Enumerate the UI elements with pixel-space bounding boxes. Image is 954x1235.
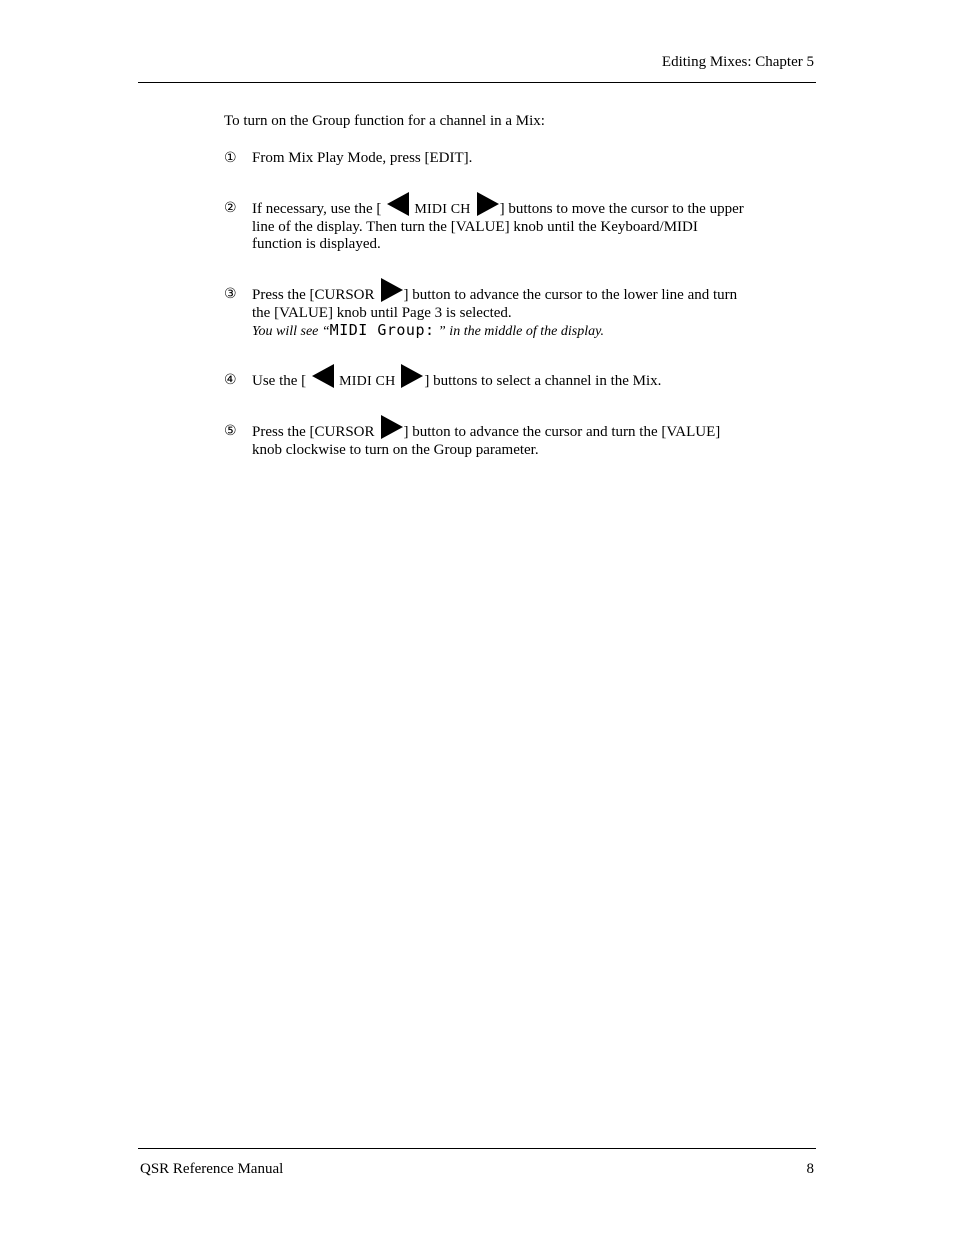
step-number: ① [224,150,237,166]
lcd-display-text: MIDI Group: [329,321,435,339]
page-number: 8 [806,1161,814,1177]
step-text: ] buttons to select a channel in the Mix. [424,373,662,389]
left-triangle-icon [387,192,409,216]
step-note [252,322,812,340]
step-text: ] button to advance the cursor and turn the [VALUE] [403,424,721,440]
step-text: line of the display. Then turn the [VALUE] knob until the Keyboard/MIDI [252,219,698,235]
right-triangle-icon [381,278,403,302]
right-triangle-icon [401,364,423,388]
footer-title: QSR Reference Manual [140,1161,284,1177]
header-rule [138,82,816,83]
step-text: Press the [CURSOR [252,287,375,303]
step-number: ③ [224,286,237,302]
step-text: ] buttons to move the cursor to the upper [499,201,744,217]
step-text: Use the [ [252,373,307,389]
step-text: the [VALUE] knob until Page 3 is selected. [252,305,512,321]
step-text: From Mix Play Mode, press [EDIT]. [252,150,473,166]
step-number: ④ [224,372,237,388]
step-number: ⑤ [224,423,237,439]
right-triangle-icon [381,415,403,439]
right-triangle-icon [477,192,499,216]
step-text: knob clockwise to turn on the Group parameter. [252,442,539,458]
running-header: Editing Mixes: Chapter 5 [661,54,814,70]
intro-text: To turn on the Group function for a channel in a Mix: [224,113,545,129]
step-number: ② [224,200,237,216]
footer-rule [138,1148,816,1149]
step-text: function is displayed. [252,236,381,252]
midi-ch-label: MIDI CH [414,202,471,217]
left-triangle-icon [312,364,334,388]
step-text: If necessary, use the [ [252,201,382,217]
midi-ch-label: MIDI CH [339,374,396,389]
note-text: You will see “ [252,324,330,339]
note-text: ” in the middle of the display. [434,324,605,339]
step-text: Press the [CURSOR [252,424,375,440]
step-text: ] button to advance the cursor to the lower line and turn [403,287,738,303]
